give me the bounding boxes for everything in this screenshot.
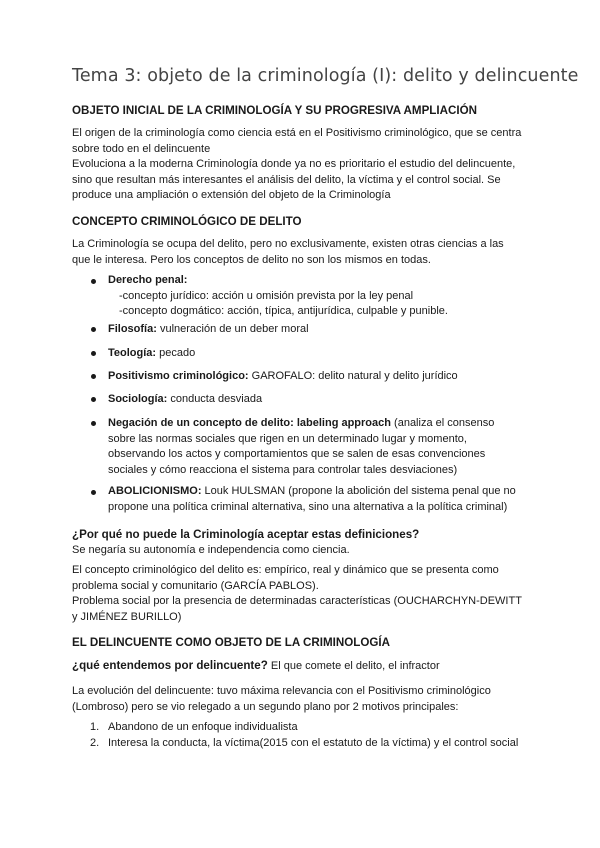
bullet-subline: -concepto jurídico: acción u omisión prevista por la ley penal [119, 289, 414, 302]
answer-text: Se negaría su autonomía e independencia como ciencia. [72, 543, 350, 556]
question-label: ¿qué entendemos por delincuente? [72, 659, 268, 672]
bullet-dot [91, 327, 96, 332]
list-number: 2. [90, 737, 100, 749]
bullet-dot [91, 397, 96, 402]
bullet-dot [91, 421, 96, 426]
section2-intro [72, 237, 532, 268]
bullet-label: Filosofía: [108, 323, 157, 335]
text-line: Evoluciona a la moderna Criminología donde ya no es prioritario el estudio del delincuente, [72, 158, 516, 170]
bullet-continuation: sobre las normas sociales que rigen en un determinado lugar y momento, [108, 432, 467, 445]
text-line: y JIMÉNEZ BURILLO) [72, 610, 182, 623]
bullet-continuation: sociales y cómo reacciona el sistema para controlar tales desviaciones) [108, 463, 458, 476]
bullet-dot [91, 374, 96, 379]
list-item [108, 273, 538, 320]
bullet-label: Negación de un concepto de delito: labeling approach [108, 417, 391, 429]
bullet-label: ABOLICIONISMO: [108, 485, 202, 497]
text-line: La Criminología se ocupa del delito, pero no exclusivamente, existen otras ciencias a las [72, 238, 504, 250]
text-line: produce una ampliación o extensión del objeto de la Criminología [72, 189, 391, 201]
question-block [72, 527, 532, 558]
list-number: 1. [90, 721, 100, 733]
bullet-text: conducta desviada [167, 393, 263, 405]
text-line: El concepto criminológico del delito es: empírico, real y dinámico que se presenta como [72, 564, 499, 576]
bullet-text: GAROFALO: delito natural y delito jurídico [248, 370, 458, 382]
list-item [108, 484, 538, 515]
section1-paragraph [72, 126, 532, 204]
list-item [108, 322, 538, 338]
bullet-text: pecado [156, 347, 196, 359]
bullet-label: Derecho penal: [108, 274, 188, 286]
list-item [108, 416, 538, 478]
list-item [108, 346, 538, 362]
question-text: ¿Por qué no puede la Criminología aceptar estas definiciones? [72, 528, 420, 541]
text-line: Problema social por la presencia de determinadas características (OUCHARCHYN-DEWITT [72, 595, 522, 607]
section2-paragraph [72, 563, 532, 625]
bullet-subline: -concepto dogmático: acción, típica, antijurídica, culpable y punible. [119, 305, 448, 317]
bullet-text: Louk HULSMAN (propone la abolición del sistema penal que no [201, 485, 516, 497]
section-heading-concepto: CONCEPTO CRIMINOLÓGICO DE DELITO [72, 215, 302, 228]
bullet-continuation: propone una política criminal alternativa, sino una alternativa a la política criminal) [108, 500, 508, 513]
bullet-dot [91, 279, 96, 284]
list-item: Abandono de un enfoque individualista [108, 721, 298, 733]
text-line: sino que resultan más interesantes el análisis del delito, la víctima y el control social. Se [72, 173, 501, 186]
question-answer: El que comete el delito, el infractor [267, 660, 440, 672]
list-item [108, 369, 538, 385]
list-item: Interesa la conducta, la víctima(2015 con el estatuto de la víctima) y el control social [108, 737, 519, 749]
bullet-label: Teología: [108, 347, 157, 359]
text-line: La evolución del delincuente: tuvo máxima relevancia con el Positivismo criminológico [72, 685, 491, 697]
section-heading-objeto: OBJETO INICIAL DE LA CRIMINOLOGÍA Y SU PROGRESIVA AMPLIACIÓN [72, 104, 477, 117]
bullet-dot [91, 490, 96, 495]
page-title: Tema 3: objeto de la criminología (I): delito y delincuente [72, 66, 579, 86]
bullet-text: (analiza el consenso [390, 417, 495, 429]
text-line: que le interesa. Pero los conceptos de delito no son los mismos en todas. [72, 253, 431, 266]
list-item [108, 392, 538, 408]
section-heading-delincuente: EL DELINCUENTE COMO OBJETO DE LA CRIMINOLOGÍA [72, 636, 390, 649]
bullet-label: Positivismo criminológico: [108, 370, 249, 382]
text-line: problema social y comunitario (GARCÍA PABLOS). [72, 579, 319, 592]
bullet-continuation: observando los actos y comportamientos que se salen de esas convenciones [108, 448, 486, 460]
bullet-text: vulneración de un deber moral [156, 323, 309, 335]
text-line: El origen de la criminología como ciencia está en el Positivismo criminológico, que se centra [72, 127, 522, 139]
delincuente-question [72, 658, 532, 675]
bullet-label: Sociología: [108, 393, 168, 405]
text-line: sobre todo en el delincuente [72, 142, 211, 155]
text-line: (Lombroso) pero se vio relegado a un segundo plano por 2 motivos principales: [72, 700, 459, 713]
section3-paragraph [72, 684, 532, 715]
bullet-dot [91, 351, 96, 356]
